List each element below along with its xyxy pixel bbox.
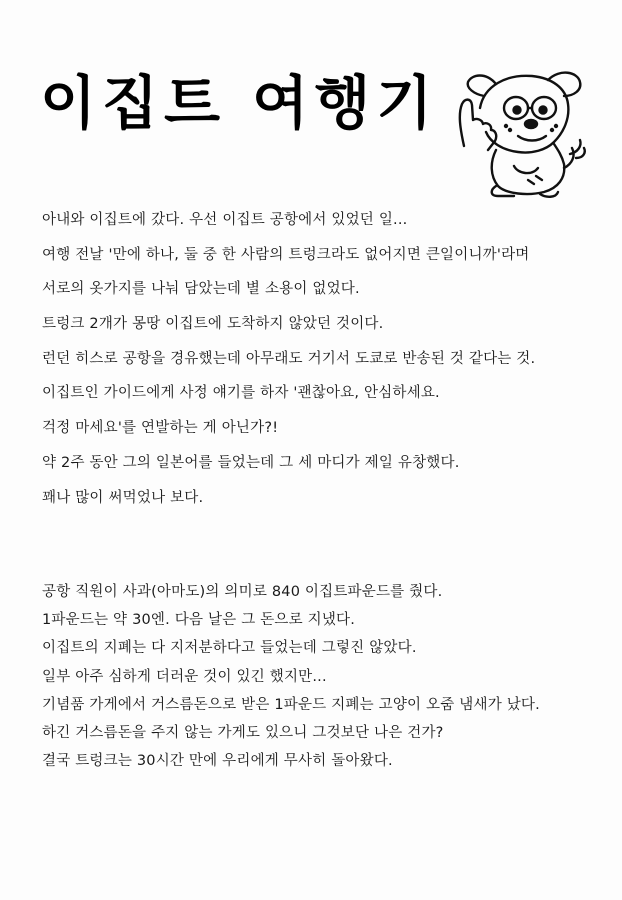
text-line: 기념품 가게에서 거스름돈으로 받은 1파운드 지폐는 고양이 오줌 냄새가 났다. [42,696,540,713]
text-line: 꽤나 많이 써먹었나 보다. [42,489,204,506]
text-line: 서로의 옷가지를 나눠 담았는데 별 소용이 없었다. [42,281,360,298]
text-line: 1파운드는 약 30엔. 다음 날은 그 돈으로 지냈다. [42,612,356,629]
text-line: 트렁크 2개가 몽땅 이집트에 도착하지 않았던 것이다. [42,316,384,333]
text-line: 아내와 이집트에 갔다. 우선 이집트 공항에서 있었던 일... [42,212,408,228]
text-line: 이집트의 지폐는 다 지저분하다고 들었는데 그렇진 않았다. [42,640,417,657]
cartoon-dog-mascot-icon [440,58,590,208]
text-line: 여행 전날 '만에 하나, 둘 중 한 사람의 트렁크라도 없어지면 큰일이니까'라며 [42,246,530,263]
paragraph-one [42,210,602,522]
text-line: 이집트인 가이드에게 사정 얘기를 하자 '괜찮아요, 안심하세요. [42,385,440,402]
text-line: 약 2주 동안 그의 일본어를 들었는데 그 세 마디가 제일 유창했다. [42,454,460,471]
text-line: 결국 트렁크는 30시간 만에 우리에게 무사히 돌아왔다. [42,753,393,770]
page-title: 이집트 여행기 [40,69,439,137]
text-line: 걱정 마세요'를 연발하는 게 아닌가?! [42,420,279,437]
text-line: 런던 히스로 공항을 경유했는데 아무래도 거기서 도쿄로 반송된 것 같다는 것. [42,350,536,367]
paragraph-two [42,582,602,779]
text-line: 하긴 거스름돈을 주지 않는 가게도 있으니 그것보단 나은 건가? [42,724,444,741]
text-line: 공항 직원이 사과(아마도)의 의미로 840 이집트파운드를 줬다. [42,584,443,600]
text-line: 일부 아주 심하게 더러운 것이 있긴 했지만... [42,668,327,685]
